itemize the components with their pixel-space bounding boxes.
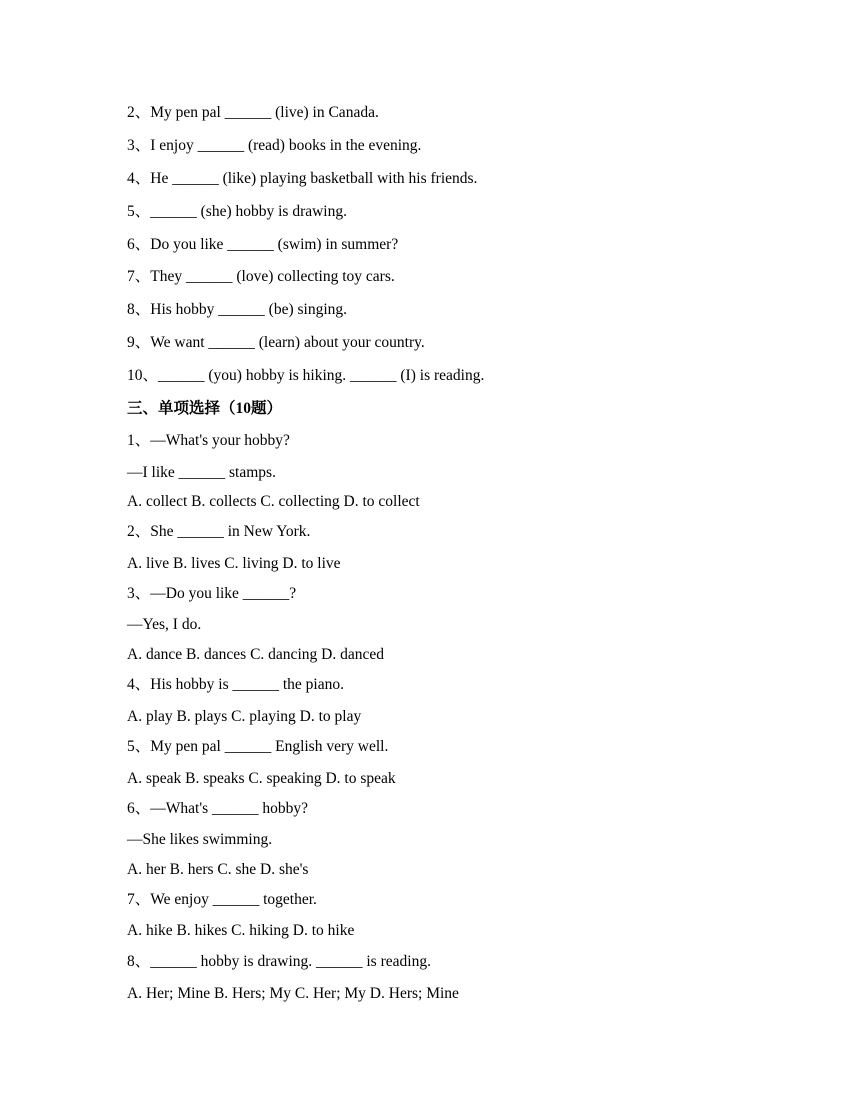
choice-question-7-options: A. hike B. hikes C. hiking D. to hike xyxy=(127,922,355,939)
choice-question-2-options: A. live B. lives C. living D. to live xyxy=(127,555,341,572)
fill-in-question-9: 9、We want ______ (learn) about your country. xyxy=(127,334,425,351)
choice-question-3-answer-line: —Yes, I do. xyxy=(127,616,202,633)
choice-question-6-options: A. her B. hers C. she D. she's xyxy=(127,861,309,878)
choice-question-4-options: A. play B. plays C. playing D. to play xyxy=(127,708,362,725)
choice-question-1-answer-line: —I like ______ stamps. xyxy=(127,464,276,481)
choice-question-8: 8、______ hobby is drawing. ______ is reading. xyxy=(127,953,431,970)
choice-question-6-answer-line: —She likes swimming. xyxy=(127,831,273,848)
choice-question-5-options: A. speak B. speaks C. speaking D. to speak xyxy=(127,770,396,787)
choice-question-8-options: A. Her; Mine B. Hers; My C. Her; My D. Hers; Mine xyxy=(127,985,459,1002)
fill-in-question-10: 10、______ (you) hobby is hiking. ______ (I) is reading. xyxy=(127,367,485,384)
fill-in-question-3: 3、I enjoy ______ (read) books in the evening. xyxy=(127,137,422,154)
choice-question-3: 3、—Do you like ______? xyxy=(127,585,297,602)
choice-question-6: 6、—What's ______ hobby? xyxy=(127,800,309,817)
choice-question-1: 1、—What's your hobby? xyxy=(127,432,290,449)
fill-in-question-6: 6、Do you like ______ (swim) in summer? xyxy=(127,236,399,253)
fill-in-question-5: 5、______ (she) hobby is drawing. xyxy=(127,203,347,220)
section-heading-multiple-choice: 三、单项选择（10题） xyxy=(127,400,283,417)
choice-question-3-options: A. dance B. dances C. dancing D. danced xyxy=(127,646,384,663)
fill-in-question-2: 2、My pen pal ______ (live) in Canada. xyxy=(127,104,379,121)
fill-in-question-7: 7、They ______ (love) collecting toy cars. xyxy=(127,268,395,285)
choice-question-4: 4、His hobby is ______ the piano. xyxy=(127,676,344,693)
choice-question-2: 2、She ______ in New York. xyxy=(127,523,311,540)
choice-question-1-options: A. collect B. collects C. collecting D. to collect xyxy=(127,493,420,510)
choice-question-7: 7、We enjoy ______ together. xyxy=(127,891,317,908)
choice-question-5: 5、My pen pal ______ English very well. xyxy=(127,738,389,755)
fill-in-question-8: 8、His hobby ______ (be) singing. xyxy=(127,301,348,318)
fill-in-question-4: 4、He ______ (like) playing basketball with his friends. xyxy=(127,170,478,187)
